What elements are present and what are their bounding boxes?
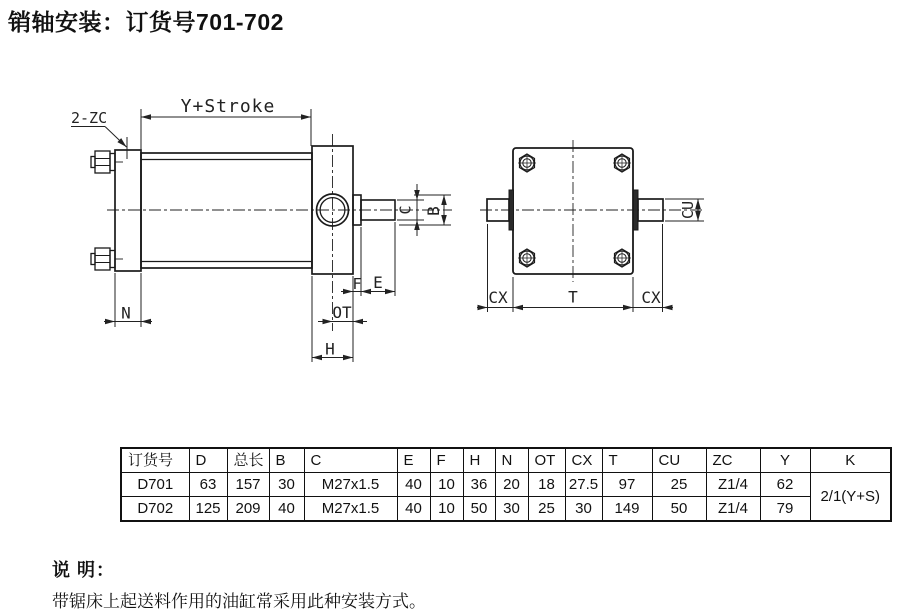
col-header: T xyxy=(602,448,652,473)
col-header: C xyxy=(304,448,397,473)
col-header: OT xyxy=(528,448,565,473)
dimension-table xyxy=(120,447,892,522)
table-cell: 30 xyxy=(495,497,528,522)
table-cell: 25 xyxy=(652,473,706,497)
table-cell-k-merged: 2/1(Y+S) xyxy=(810,473,891,522)
table-cell: 125 xyxy=(189,497,227,522)
label-y-stroke: Y+Stroke xyxy=(180,96,276,117)
table-cell: M27x1.5 xyxy=(304,473,397,497)
table-header-row xyxy=(121,448,891,473)
col-header: H xyxy=(463,448,495,473)
end-view xyxy=(477,140,704,312)
table-cell: 30 xyxy=(565,497,602,522)
table-row xyxy=(121,473,891,497)
label-cu: CU xyxy=(679,200,697,220)
table-cell: 10 xyxy=(430,497,463,522)
col-header: 总长 xyxy=(227,448,269,473)
table-cell: Z1/4 xyxy=(706,497,760,522)
table-cell: 50 xyxy=(652,497,706,522)
label-cx-left: CX xyxy=(488,288,508,307)
col-header: Y xyxy=(760,448,810,473)
table-cell: 50 xyxy=(463,497,495,522)
col-header: D xyxy=(189,448,227,473)
label-h: H xyxy=(325,339,335,359)
notes-section xyxy=(52,556,426,612)
side-view-centerlines xyxy=(107,134,452,331)
table-cell: 36 xyxy=(463,473,495,497)
table-cell: 209 xyxy=(227,497,269,522)
label-ot: OT xyxy=(332,303,352,322)
label-n: N xyxy=(121,303,131,323)
label-cx-right: CX xyxy=(641,288,661,307)
table-cell: 18 xyxy=(528,473,565,497)
leader-2zc xyxy=(71,127,127,160)
page-title: 销轴安装：订货号701-702 xyxy=(8,9,284,35)
corner-bolts xyxy=(518,154,631,267)
col-header: E xyxy=(397,448,430,473)
label-e: E xyxy=(373,273,383,292)
col-header: CU xyxy=(652,448,706,473)
col-header: K xyxy=(810,448,891,473)
table-row xyxy=(121,497,891,522)
table-cell: D701 xyxy=(121,473,189,497)
notes-heading: 说 明： xyxy=(52,560,116,580)
label-2zc: 2-ZC xyxy=(71,109,108,127)
side-view xyxy=(71,96,452,362)
table-cell: 20 xyxy=(495,473,528,497)
col-header: CX xyxy=(565,448,602,473)
table-cell: 62 xyxy=(760,473,810,497)
col-header: B xyxy=(269,448,304,473)
rear-cap xyxy=(115,150,141,271)
table-cell: 25 xyxy=(528,497,565,522)
table-cell: 149 xyxy=(602,497,652,522)
cylinder-tube xyxy=(141,153,312,268)
label-c: C xyxy=(396,205,415,215)
label-f: F xyxy=(352,275,362,293)
table-cell: 27.5 xyxy=(565,473,602,497)
table-cell: Z1/4 xyxy=(706,473,760,497)
table-cell: 157 xyxy=(227,473,269,497)
table-cell: 97 xyxy=(602,473,652,497)
table-cell: 10 xyxy=(430,473,463,497)
col-header: 订货号 xyxy=(121,448,189,473)
table-cell: M27x1.5 xyxy=(304,497,397,522)
col-header: N xyxy=(495,448,528,473)
col-header: F xyxy=(430,448,463,473)
table-cell: 79 xyxy=(760,497,810,522)
corner-bolt xyxy=(518,154,536,172)
table-cell: 63 xyxy=(189,473,227,497)
table-cell: 40 xyxy=(269,497,304,522)
table-cell: 40 xyxy=(397,497,430,522)
table-cell: 40 xyxy=(397,473,430,497)
tie-rod-bolt-bottom xyxy=(91,248,123,270)
notes-body: 带锯床上起送料作用的油缸常采用此种安装方式。 xyxy=(52,592,426,611)
col-header: ZC xyxy=(706,448,760,473)
table-cell: D702 xyxy=(121,497,189,522)
table-cell: 30 xyxy=(269,473,304,497)
corner-bolt xyxy=(613,154,631,172)
corner-bolt xyxy=(518,249,536,267)
label-b: B xyxy=(424,206,443,216)
tie-rod-bolt-top xyxy=(91,151,123,173)
corner-bolt xyxy=(613,249,631,267)
label-t: T xyxy=(568,287,578,307)
